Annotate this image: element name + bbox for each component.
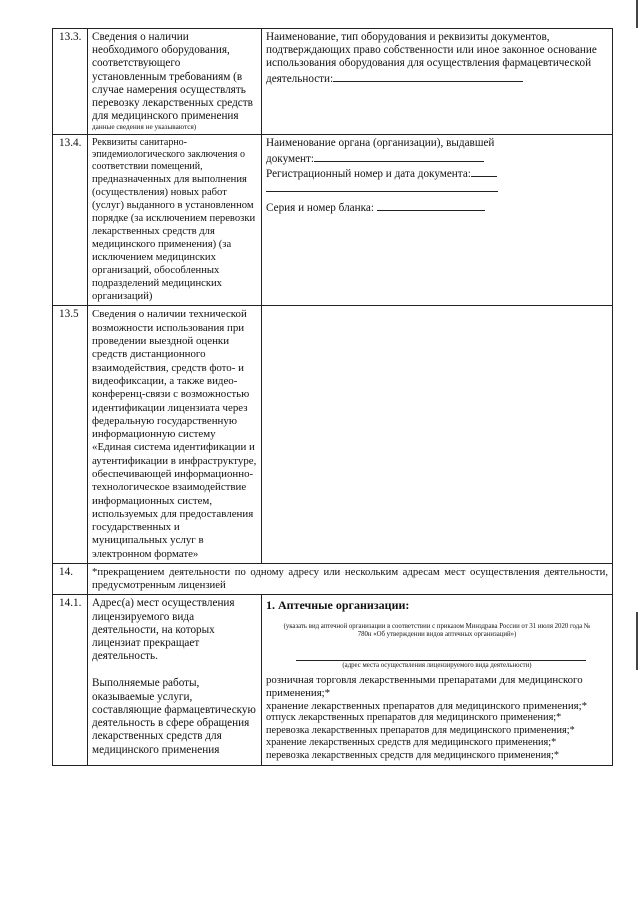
row-text: *прекращением деятельности по одному адресу или нескольким адресам мест осуществления деятельности, предусмотренным лицензией <box>88 564 613 595</box>
row-number: 13.5 <box>53 306 88 564</box>
row-number: 14.1. <box>53 595 88 765</box>
row-value <box>262 29 613 135</box>
application-form-table <box>52 28 613 766</box>
list-item: хранение лекарственных средств для медицинского применения;* <box>266 737 557 749</box>
list-item: перевозка лекарственных препаратов для медицинского применения;* <box>266 724 575 736</box>
label-text: Адрес(а) мест осуществления лицензируемого вида деятельности, на которых лицензиат прекращает деятельность. <box>92 597 235 663</box>
label-text: Выполняемые работы, оказываемые услуги, составляющие фармацевтическую деятельность в сфере обращения лекарственных средств для медицинского применения <box>92 677 256 756</box>
list-item: хранение лекарственных препаратов для медицинского применения;* <box>266 699 587 712</box>
blank-line <box>314 151 484 162</box>
label-text: Реквизиты санитарно-эпидемиологического заключения о соответствии помещений, <box>92 137 245 173</box>
row-label <box>88 595 262 765</box>
row-value <box>262 595 613 765</box>
row-label: Сведения о наличии технической возможности использования при проведении выездной оценки средств дистанционного взаимодействия, средств фото- и видеофиксации, а также видео-конференц-связи с возможностью идентификации лицензиата через федеральную государственную информационную систему «Единая система идентификации и аутентификации в инфраструктуре, обеспечивающей информационно-технологическое взаимодействие информационных систем, используемых для предоставления государственных и муниципальных услуг в электронном формате» <box>88 306 262 564</box>
row-number: 13.4. <box>53 135 88 306</box>
spacer <box>92 663 257 677</box>
field-caption: Серия и номер бланка: <box>266 202 374 215</box>
value-field-line[interactable] <box>266 151 608 166</box>
note-text: (адрес места осуществления лицензируемого вида деятельности) <box>342 661 532 669</box>
value-field-line[interactable] <box>266 166 608 181</box>
label-text: Сведения о наличии необходимого оборудования, соответствующего установленным требованиям (в случае намерения осуществлять перевозку лекарственных средств для медицинского применения <box>92 31 253 123</box>
row-number: 14. <box>53 564 88 595</box>
table-row <box>53 564 613 595</box>
field-caption: деятельности: <box>266 72 334 85</box>
value-field-line <box>266 181 608 196</box>
list-item: отпуск лекарственных препаратов для медицинского применения;* <box>266 712 562 724</box>
note-text: (указать вид аптечной организации в соответствии с приказом Минздрава России от 31 июля 2020 года № 780н «Об утверждении видов аптечных организаций») <box>283 622 591 639</box>
list-item: перевозка лекарственных средств для медицинского применения;* <box>266 750 559 762</box>
address-input-line[interactable] <box>296 658 586 661</box>
value-field-line[interactable] <box>266 71 608 86</box>
row-label <box>88 135 262 306</box>
section-title: 1. Аптечные организации: <box>266 598 410 613</box>
blank-line <box>471 166 497 177</box>
label-text: предназначенных для выполнения (осуществления) новых работ (услуг) выданного в установленном порядке (за исключением перевозки лекарственных средств для медицинского применения) (за исключением медицинских организаций, обособленных подразделений медицинских организаций) <box>92 174 256 303</box>
blank-line <box>377 200 485 211</box>
row-value[interactable] <box>262 306 613 564</box>
blank-line <box>333 71 523 82</box>
table-row <box>53 29 613 135</box>
scan-edge-mark <box>636 612 638 670</box>
label-small-text: данные сведения не указываются) <box>92 123 197 132</box>
row-number: 13.3. <box>53 29 88 135</box>
scan-edge-mark <box>636 0 638 28</box>
value-text: Наименование органа (организации), выдавшей <box>266 137 495 150</box>
table-row <box>53 595 613 765</box>
table-row <box>53 306 613 564</box>
table-row <box>53 135 613 306</box>
blank-line <box>266 181 498 192</box>
value-text: Наименование, тип оборудования и реквизиты документов, подтверждающих право собственности или иное законное основание использования оборудования для осуществления фармацевтической <box>266 31 597 70</box>
list-item: розничная торговля лекарственными препаратами для медицинского применения;* <box>266 674 583 700</box>
field-caption: документ: <box>266 152 315 165</box>
field-caption: Регистрационный номер и дата документа: <box>266 167 471 180</box>
row-value <box>262 135 613 306</box>
value-field-line[interactable] <box>266 200 608 215</box>
row-label <box>88 29 262 135</box>
